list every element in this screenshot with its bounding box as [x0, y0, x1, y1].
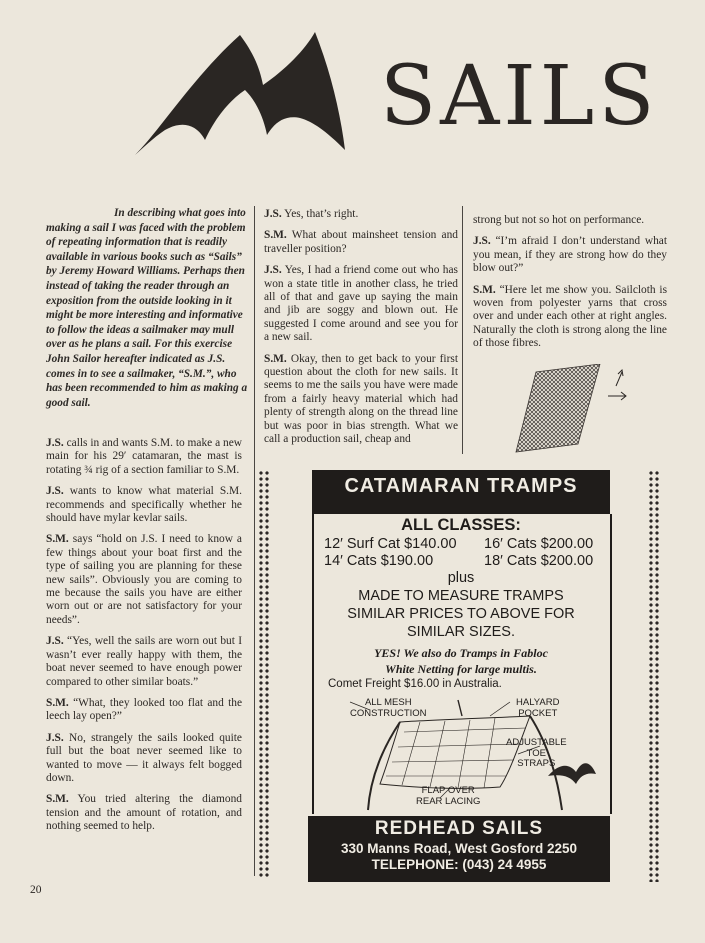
label-flap-over — [416, 786, 480, 807]
ad-made-line-3: SIMILAR SIZES. — [407, 624, 515, 640]
label-all-mesh — [350, 698, 427, 719]
price-row — [324, 536, 614, 553]
catamaran-tramps-ad — [304, 470, 634, 884]
label-toe-line-2: TOE — [526, 747, 546, 759]
speaker-label: S.M. — [264, 229, 287, 242]
ad-header: CATAMARAN TRAMPS — [312, 470, 610, 514]
label-halyard-line-1: HALYARD — [516, 697, 560, 708]
company-phone: TELEPHONE: (043) 24 4955 — [371, 857, 547, 872]
article-paragraph — [264, 208, 458, 221]
speaker-label: J.S. — [264, 208, 282, 220]
paragraph-text: No, strangely the sails looked quite full but the boat never seemed like to wanted to move — it always felt bogged down. — [46, 731, 242, 784]
article-paragraph — [264, 264, 458, 344]
speaker-label: S.M. — [46, 696, 69, 709]
label-toe-line-3: STRAPS — [517, 758, 556, 769]
ad-fabloc-line-2: White Netting for large multis. — [385, 662, 537, 676]
speaker-label: J.S. — [46, 437, 64, 449]
article-column-3 — [473, 214, 667, 359]
paragraph-text: “I’m afraid I don’t understand what you mean, if they are strong how do they blow out?” — [473, 235, 667, 275]
label-all-mesh-line-1: ALL MESH — [364, 697, 412, 708]
article-paragraph — [473, 214, 667, 227]
paragraph-text: calls in and wants S.M. to make a new main for his 29′ catamaran, the mast is rotating ¾ rig of a section familiar to S.M. — [46, 437, 242, 476]
speaker-label: S.M. — [264, 352, 287, 365]
article-paragraph — [473, 235, 667, 275]
article-paragraph — [46, 635, 242, 689]
ad-made-line-2: SIMILAR PRICES TO ABOVE FOR — [347, 606, 575, 622]
speaker-label: J.S. — [46, 731, 64, 744]
column-divider — [462, 206, 463, 454]
label-halyard-line-2: POCKET — [518, 707, 558, 719]
article-paragraph — [46, 437, 242, 477]
paragraph-text: You tried altering the diamond tension and the amount of rotation, and nothing seemed to help. — [46, 793, 242, 833]
ad-fabloc-line-1: YES! We also do Tramps in Fabloc — [374, 646, 548, 660]
company-name: REDHEAD SAILS — [374, 818, 544, 839]
ad-dotted-border-left — [258, 470, 270, 878]
paragraph-text: “What, they looked too flat and the leech lay open?” — [46, 696, 242, 723]
speaker-label: S.M. — [46, 793, 69, 806]
article-column-2 — [264, 208, 458, 455]
label-halyard — [516, 698, 559, 719]
page-number: 20 — [30, 884, 42, 896]
label-toe-line-1: ADJUSTABLE — [506, 737, 567, 748]
paragraph-text: wants to know what material S.M. recommends and specifically whether he should have mylar kevlar sails. — [46, 485, 242, 525]
article-paragraph — [46, 533, 242, 627]
ad-footer — [308, 816, 610, 882]
ad-plus: plus — [447, 570, 475, 586]
paragraph-text: Okay, then to get back to your first question about the cloth for new sails. It seems to me the sails you have were made from a fairly heavy material which had plenty of strength along on the thread line but was poor in bias strength. What we call a production sail, cheap and — [264, 352, 458, 446]
paragraph-text: “Here let me show you. Sailcloth is woven from polyester yarns that cross over and under each other at right angles. Naturally the cloth is strong along the line of those fibres. — [473, 283, 667, 350]
article-paragraph — [473, 284, 667, 351]
woven-cloth-illustration — [508, 364, 636, 456]
column-divider — [254, 206, 255, 876]
page-title: SAILS — [380, 49, 659, 144]
paragraph-text: says “hold on J.S. I need to know a few things about your boat first and the type of sailing you are planning for these new sails”. Obviously you are coming to me because the sails you have are either worn out or are not satisfactory for your needs”. — [46, 533, 242, 626]
price-right: 18′ Cats $200.00 — [484, 553, 594, 569]
label-all-mesh-line-2: CONSTRUCTION — [350, 707, 427, 719]
paragraph-text: Yes, that’s right. — [281, 208, 359, 220]
article-paragraph — [46, 485, 242, 525]
article-paragraph — [46, 732, 242, 786]
paragraph-text: strong but not so hot on performance. — [473, 214, 645, 226]
speaker-label: J.S. — [46, 485, 64, 498]
speaker-label: S.M. — [46, 533, 69, 546]
price-left: 14′ Cats $190.00 — [324, 553, 434, 569]
paragraph-text: What about mainsheet tension and traveller position? — [264, 229, 458, 255]
article-paragraph — [264, 229, 458, 256]
ad-price-list — [324, 536, 614, 570]
speaker-label: J.S. — [46, 635, 64, 648]
ad-freight: Comet Freight $16.00 in Australia. — [328, 678, 502, 690]
intro-paragraph: In describing what goes into making a sail I was faced with the problem of repeating information that is readily available in various books such as “Sails” by Jeremy Howard Williams. Perhaps then instead of taking the reader through an exposition from the outside looking in it might be more interesting and informative to follow the ideas a sailmaker may mull over as he plans a sail. For this exercise John Sailor hereafter indicated as J.S. comes in to see a sailmaker, “S.M.”, who has been recommended to him as making a good sail. — [46, 207, 248, 409]
label-flap-line-1: FLAP OVER — [421, 785, 475, 796]
price-left: 12′ Surf Cat $140.00 — [324, 536, 457, 552]
speaker-label: J.S. — [264, 264, 282, 277]
paragraph-text: Yes, I had a friend come out who has won a state title in another class, he tried all of that and gave up saying the main and jib are soggy and blown out. He suggested I come around and see you for a new sail. — [264, 264, 458, 344]
article-column-1 — [46, 437, 242, 842]
article-paragraph — [264, 353, 458, 447]
speaker-label: J.S. — [473, 235, 491, 248]
price-right: 16′ Cats $200.00 — [484, 536, 594, 552]
article-paragraph — [46, 793, 242, 833]
company-address: 330 Manns Road, West Gosford 2250 — [340, 841, 578, 856]
price-row — [324, 553, 614, 570]
ad-classes-heading: ALL CLASSES: — [401, 516, 521, 534]
article-paragraph — [46, 697, 242, 724]
speaker-label: S.M. — [473, 283, 496, 296]
bird-logo-icon — [135, 30, 345, 158]
label-toe-straps — [506, 738, 567, 770]
paragraph-text: “Yes, well the sails are worn out but I wasn’t ever really happy with them, the boat never seemed to have enough power compared to other similar boats.” — [46, 635, 242, 688]
ad-dotted-border-right — [648, 470, 660, 882]
ad-made-line-1: MADE TO MEASURE TRAMPS — [358, 588, 564, 604]
label-flap-line-2: REAR LACING — [416, 795, 481, 807]
